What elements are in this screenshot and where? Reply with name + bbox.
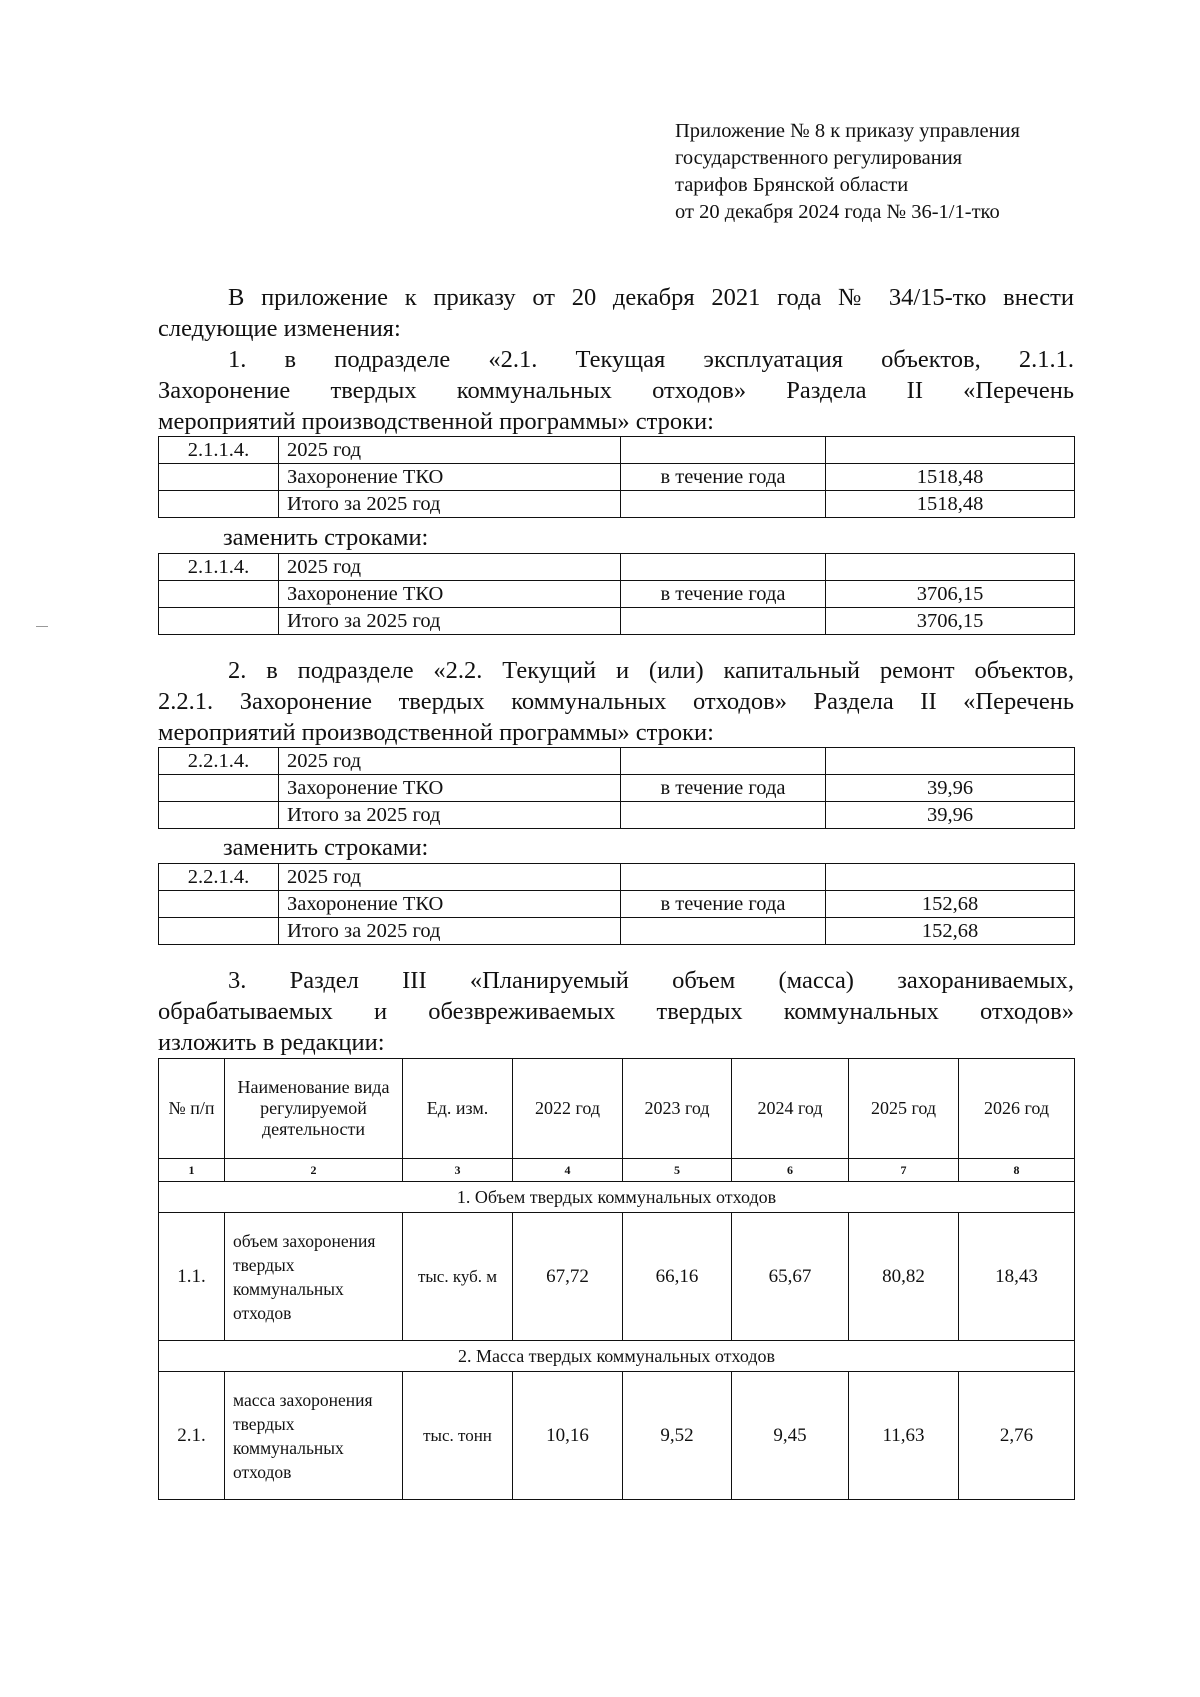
intro-paragraph [158, 282, 1074, 344]
column-number: 7 [849, 1159, 959, 1182]
item-2-line: мероприятий производственной программы» строки: [158, 719, 714, 746]
row-period-cell [621, 554, 826, 581]
item-2-line: 2.2.1. Захоронение твердых коммунальных отходов» Раздела II «Перечень [158, 688, 1074, 715]
row-period-cell [621, 608, 826, 635]
row-period-cell [621, 748, 826, 775]
value-cell: 9,45 [732, 1372, 849, 1500]
table-1-old-rows [158, 436, 1075, 518]
row-amount-cell: 3706,15 [826, 581, 1075, 608]
table-row [159, 864, 1075, 891]
item-2-paragraph [158, 655, 1074, 748]
row-code-cell: 2.2.1.4. [159, 864, 279, 891]
row-title-cell: Захоронение ТКО [279, 581, 621, 608]
row-period-cell [621, 491, 826, 518]
column-number-row [159, 1159, 1075, 1182]
unit-cell: тыс. куб. м [403, 1213, 513, 1341]
appendix-header-line: тарифов Брянской области [675, 174, 909, 196]
row-title-cell: Итого за 2025 год [279, 802, 621, 829]
row-code-cell [159, 491, 279, 518]
row-amount-cell: 1518,48 [826, 464, 1075, 491]
table-2-new-rows [158, 863, 1075, 945]
table-row [159, 608, 1075, 635]
appendix-header [675, 118, 1095, 226]
appendix-header-line: государственного регулирования [675, 147, 963, 169]
scan-mark [36, 626, 48, 627]
value-cell: 80,82 [849, 1213, 959, 1341]
value-cell: 9,52 [623, 1372, 732, 1500]
column-header: 2023 год [623, 1059, 732, 1159]
column-number: 5 [623, 1159, 732, 1182]
row-code-cell: 2.2.1.4. [159, 748, 279, 775]
column-number: 6 [732, 1159, 849, 1182]
row-code-cell: 2.1.1.4. [159, 437, 279, 464]
table-row [159, 748, 1075, 775]
row-amount-cell [826, 864, 1075, 891]
column-number: 1 [159, 1159, 225, 1182]
replace-label: заменить строками: [223, 834, 429, 861]
value-cell: 18,43 [959, 1213, 1075, 1341]
value-cell: 67,72 [513, 1213, 623, 1341]
table-row [159, 775, 1075, 802]
table-row [159, 491, 1075, 518]
row-code-cell [159, 918, 279, 945]
appendix-header-line: Приложение № 8 к приказу управления [675, 120, 1020, 142]
row-amount-cell [826, 748, 1075, 775]
row-title-cell: Итого за 2025 год [279, 918, 621, 945]
row-period-cell [621, 437, 826, 464]
row-amount-cell: 39,96 [826, 802, 1075, 829]
column-header: 2024 год [732, 1059, 849, 1159]
table-1-new-rows [158, 553, 1075, 635]
intro-line: В приложение к приказу от 20 декабря 2021 года № 34/15-тко внести [228, 284, 1074, 311]
table-row [159, 554, 1075, 581]
row-amount-cell: 39,96 [826, 775, 1075, 802]
row-amount-cell: 152,68 [826, 891, 1075, 918]
intro-line: следующие изменения: [158, 315, 401, 342]
row-title-cell: 2025 год [279, 554, 621, 581]
item-1-line: 1. в подразделе «2.1. Текущая эксплуатация объектов, 2.1.1. [228, 346, 1074, 373]
column-header: Наименование вида регулируемой деятельности [225, 1059, 403, 1159]
activity-name-cell: масса захоронения твердых коммунальных отходов [225, 1372, 403, 1500]
value-cell: 11,63 [849, 1372, 959, 1500]
item-3-line: изложить в редакции: [158, 1029, 385, 1056]
table-row [159, 891, 1075, 918]
row-period-cell [621, 918, 826, 945]
section-title: 1. Объем твердых коммунальных отходов [159, 1182, 1075, 1213]
row-period-cell: в течение года [621, 891, 826, 918]
table-2-old-rows [158, 747, 1075, 829]
value-cell: 10,16 [513, 1372, 623, 1500]
table-row [159, 464, 1075, 491]
column-number: 8 [959, 1159, 1075, 1182]
row-period-cell [621, 802, 826, 829]
table-row [159, 802, 1075, 829]
replace-label: заменить строками: [223, 524, 429, 551]
row-title-cell: Итого за 2025 год [279, 608, 621, 635]
row-code-cell [159, 891, 279, 918]
value-cell: 65,67 [732, 1213, 849, 1341]
item-1-line: Захоронение твердых коммунальных отходов» Раздела II «Перечень [158, 377, 1074, 404]
table-header-row [159, 1059, 1075, 1159]
row-period-cell [621, 864, 826, 891]
column-header: Ед. изм. [403, 1059, 513, 1159]
table-row [159, 918, 1075, 945]
item-1-line: мероприятий производственной программы» строки: [158, 408, 714, 435]
row-code-cell [159, 802, 279, 829]
column-header: 2025 год [849, 1059, 959, 1159]
row-title-cell: Захоронение ТКО [279, 775, 621, 802]
section-title: 2. Масса твердых коммунальных отходов [159, 1341, 1075, 1372]
item-3-line: обрабатываемых и обезвреживаемых твердых коммунальных отходов» [158, 998, 1074, 1025]
row-title-cell: Итого за 2025 год [279, 491, 621, 518]
value-cell: 2,76 [959, 1372, 1075, 1500]
row-code-cell [159, 581, 279, 608]
row-amount-cell: 1518,48 [826, 491, 1075, 518]
item-1-paragraph [158, 344, 1074, 437]
row-amount-cell: 152,68 [826, 918, 1075, 945]
row-title-cell: Захоронение ТКО [279, 891, 621, 918]
item-3-paragraph [158, 965, 1074, 1058]
row-code-cell: 2.1.1.4. [159, 554, 279, 581]
column-number: 3 [403, 1159, 513, 1182]
unit-cell: тыс. тонн [403, 1372, 513, 1500]
row-code-cell [159, 464, 279, 491]
table-row [159, 581, 1075, 608]
value-cell: 66,16 [623, 1213, 732, 1341]
table-row [159, 437, 1075, 464]
row-code-cell [159, 775, 279, 802]
row-title-cell: Захоронение ТКО [279, 464, 621, 491]
table-row [159, 1213, 1075, 1341]
column-header: 2026 год [959, 1059, 1075, 1159]
row-amount-cell [826, 437, 1075, 464]
row-code-cell [159, 608, 279, 635]
row-amount-cell: 3706,15 [826, 608, 1075, 635]
item-3-line: 3. Раздел III «Планируемый объем (масса) захораниваемых, [228, 967, 1074, 994]
row-period-cell: в течение года [621, 464, 826, 491]
row-number-cell: 1.1. [159, 1213, 225, 1341]
row-title-cell: 2025 год [279, 864, 621, 891]
item-2-line: 2. в подразделе «2.2. Текущий и (или) капитальный ремонт объектов, [228, 657, 1074, 684]
row-period-cell: в течение года [621, 775, 826, 802]
column-number: 4 [513, 1159, 623, 1182]
column-number: 2 [225, 1159, 403, 1182]
section-row [159, 1182, 1075, 1213]
row-title-cell: 2025 год [279, 437, 621, 464]
row-period-cell: в течение года [621, 581, 826, 608]
row-amount-cell [826, 554, 1075, 581]
table-row [159, 1372, 1075, 1500]
appendix-header-line: от 20 декабря 2024 года № 36-1/1-тко [675, 201, 1000, 223]
column-header: № п/п [159, 1059, 225, 1159]
volume-table [158, 1058, 1075, 1500]
row-number-cell: 2.1. [159, 1372, 225, 1500]
section-row [159, 1341, 1075, 1372]
row-title-cell: 2025 год [279, 748, 621, 775]
activity-name-cell: объем захоронения твердых коммунальных отходов [225, 1213, 403, 1341]
column-header: 2022 год [513, 1059, 623, 1159]
